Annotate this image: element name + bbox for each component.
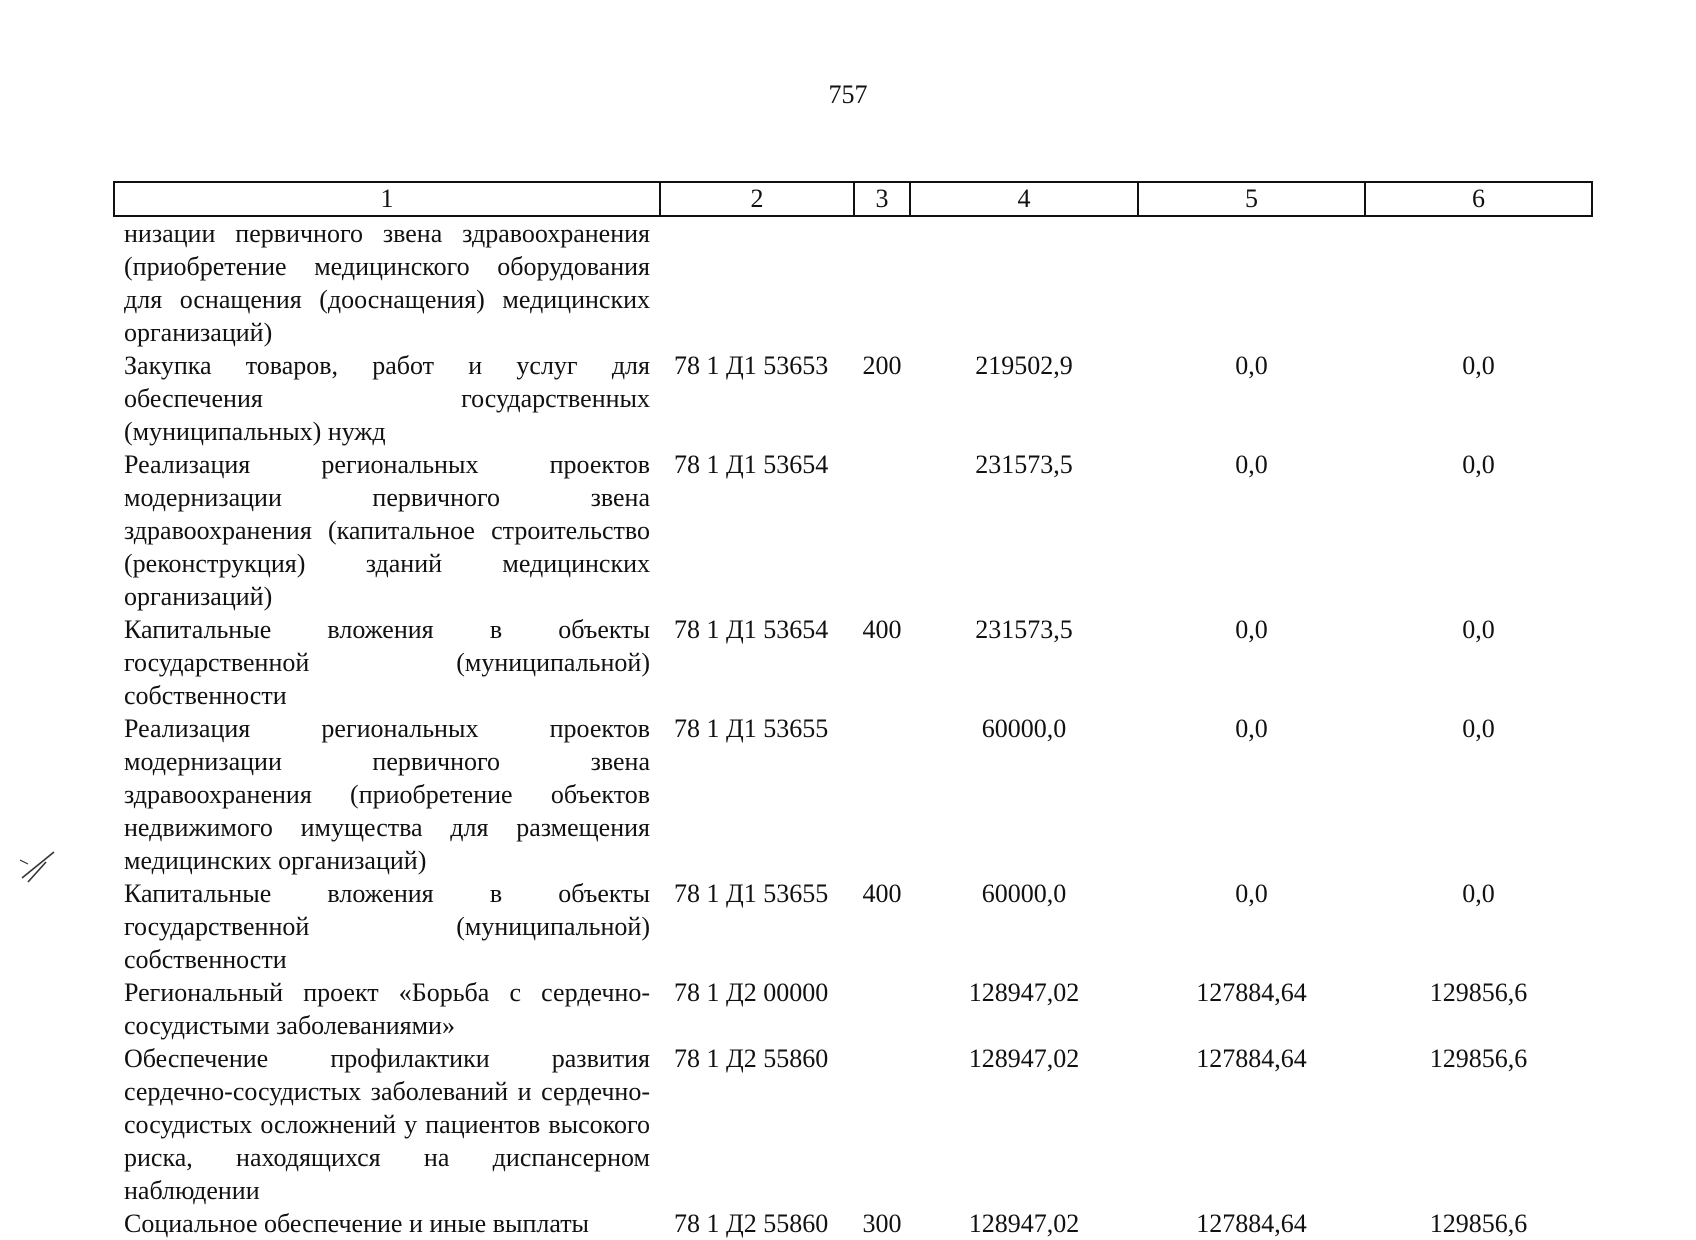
row-value-col5: 0,0 xyxy=(1235,450,1268,479)
row-code: 78 1 Д1 53655 xyxy=(674,879,829,908)
column-header-1: 1 xyxy=(114,182,660,216)
row-code: 78 1 Д1 53653 xyxy=(674,351,829,380)
row-expense-type: 400 xyxy=(862,879,902,908)
row-value-col5: 127884,64 xyxy=(1196,978,1307,1007)
row-name: Региональный проект «Борьба с сердечно-сосудистыми заболеваниями» xyxy=(124,978,650,1040)
row-value-col6: 0,0 xyxy=(1462,450,1495,479)
row-code xyxy=(660,216,854,349)
row-expense-type xyxy=(854,1042,910,1207)
row-value-col5: 127884,64 xyxy=(1196,1044,1307,1073)
column-header-2: 2 xyxy=(660,182,854,216)
row-code: 78 1 Д2 00000 xyxy=(674,978,829,1007)
table-row xyxy=(114,1207,1592,1240)
row-value-col6: 0,0 xyxy=(1462,351,1495,380)
row-value-col4: 128947,02 xyxy=(968,1209,1080,1238)
row-value-col4: 128947,02 xyxy=(968,978,1080,1007)
row-name: Капитальные вложения в объекты государственной (муниципальной) собственности xyxy=(124,615,650,710)
row-value-col4 xyxy=(910,216,1138,349)
row-value-col4: 60000,0 xyxy=(981,879,1067,908)
table-header xyxy=(114,182,1592,216)
row-value-col5: 127884,64 xyxy=(1196,1209,1307,1238)
row-value-col5: 0,0 xyxy=(1235,615,1268,644)
margin-pen-mark xyxy=(18,848,58,884)
table-row xyxy=(114,1042,1592,1207)
row-name: Социальное обеспечение и иные выплаты xyxy=(124,1209,590,1238)
row-value-col6 xyxy=(1365,216,1592,349)
table-body xyxy=(114,216,1592,1240)
row-value-col4: 60000,0 xyxy=(981,714,1067,743)
row-value-col6: 129856,6 xyxy=(1429,1044,1528,1073)
row-expense-type: 300 xyxy=(862,1209,902,1238)
row-code: 78 1 Д1 53654 xyxy=(674,615,829,644)
table-row xyxy=(114,712,1592,877)
row-code: 78 1 Д1 53655 xyxy=(674,714,829,743)
row-expense-type xyxy=(854,712,910,877)
row-name: Обеспечение профилактики развития сердечно-сосудистых заболеваний и сердечно-сосудистых осложнений у пациентов высокого риска, находящихся на диспансерном наблюдении xyxy=(124,1044,650,1205)
row-code: 78 1 Д1 53654 xyxy=(674,450,829,479)
page-number: 757 xyxy=(828,80,868,109)
row-name: Закупка товаров, работ и услуг для обеспечения государственных (муниципальных) нужд xyxy=(124,351,650,446)
row-value-col4: 128947,02 xyxy=(968,1044,1080,1073)
row-expense-type xyxy=(854,976,910,1042)
table-row xyxy=(114,613,1592,712)
table-row xyxy=(114,349,1592,448)
row-name: низации первичного звена здравоохранения (приобретение медицинского оборудования для оснащения (дооснащения) медицинских организаций) xyxy=(124,219,650,347)
row-expense-type xyxy=(854,448,910,613)
row-value-col6: 0,0 xyxy=(1462,879,1495,908)
row-code: 78 1 Д2 55860 xyxy=(674,1209,829,1238)
row-code: 78 1 Д2 55860 xyxy=(674,1044,829,1073)
header-row xyxy=(114,182,1592,216)
column-header-3: 3 xyxy=(854,182,910,216)
row-value-col5: 0,0 xyxy=(1235,351,1268,380)
row-value-col4: 231573,5 xyxy=(975,450,1073,479)
table-row xyxy=(114,216,1592,349)
row-name: Капитальные вложения в объекты государственной (муниципальной) собственности xyxy=(124,879,650,974)
row-value-col4: 219502,9 xyxy=(975,351,1073,380)
row-value-col6: 0,0 xyxy=(1462,714,1495,743)
column-header-6: 6 xyxy=(1365,182,1592,216)
table-row xyxy=(114,976,1592,1042)
row-value-col5: 0,0 xyxy=(1235,714,1268,743)
row-value-col6: 129856,6 xyxy=(1429,1209,1528,1238)
row-name: Реализация региональных проектов модернизации первичного звена здравоохранения (капитальное строительство (реконструкция) зданий медицинских организаций) xyxy=(124,450,650,611)
row-value-col6: 0,0 xyxy=(1462,615,1495,644)
row-expense-type: 400 xyxy=(862,615,902,644)
column-header-5: 5 xyxy=(1138,182,1365,216)
row-value-col5: 0,0 xyxy=(1235,879,1268,908)
budget-table xyxy=(113,181,1593,1240)
row-value-col5 xyxy=(1138,216,1365,349)
row-name: Реализация региональных проектов модернизации первичного звена здравоохранения (приобретение объектов недвижимого имущества для размещения медицинских организаций) xyxy=(124,714,650,875)
row-expense-type xyxy=(854,216,910,349)
row-expense-type: 200 xyxy=(862,351,902,380)
table-row xyxy=(114,448,1592,613)
table-row xyxy=(114,877,1592,976)
row-value-col6: 129856,6 xyxy=(1429,978,1528,1007)
column-header-4: 4 xyxy=(910,182,1138,216)
row-value-col4: 231573,5 xyxy=(975,615,1073,644)
